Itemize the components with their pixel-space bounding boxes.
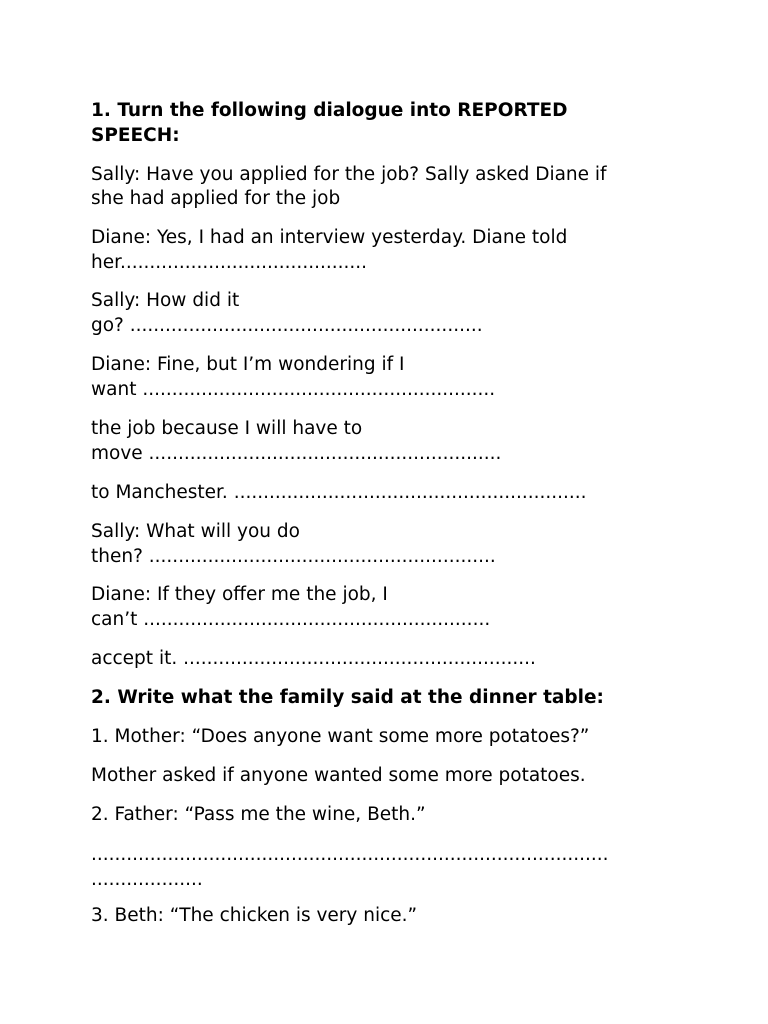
dialogue-line: the job because I will have to [91, 418, 363, 439]
exercise-line: 1. Mother: “Does anyone want some more potatoes?” [91, 726, 590, 747]
section2-heading: 2. Write what the family said at the dinner table: [91, 687, 604, 708]
dialogue-line: she had applied for the job [91, 188, 341, 209]
answer-blank-line: move ............................................................ [91, 443, 502, 464]
dialogue-line: Diane: If they offer me the job, I [91, 584, 388, 605]
dialogue-line: Diane: Fine, but I’m wondering if I [91, 354, 405, 375]
exercise-line: 3. Beth: “The chicken is very nice.” [91, 905, 418, 926]
exercise-line: Mother asked if anyone wanted some more potatoes. [91, 765, 586, 786]
answer-blank-line: ........................................................................................ [91, 844, 609, 865]
section1-heading-line2: SPEECH: [91, 125, 180, 146]
section1-heading-line1: 1. Turn the following dialogue into REPORTED [91, 100, 568, 121]
answer-blank-line: can’t ........................................................... [91, 609, 491, 630]
answer-blank-line: want ............................................................ [91, 379, 496, 400]
dialogue-line: Sally: How did it [91, 290, 240, 311]
dialogue-line: Sally: What will you do [91, 521, 300, 542]
dialogue-line: Sally: Have you applied for the job? Sally asked Diane if [91, 164, 607, 185]
answer-blank-line: ................... [91, 869, 203, 890]
exercise-line: 2. Father: “Pass me the wine, Beth.” [91, 804, 426, 825]
answer-blank-line: to Manchester. ............................................................ [91, 482, 587, 503]
dialogue-line: Diane: Yes, I had an interview yesterday. Diane told [91, 227, 568, 248]
answer-blank-line: her.......................................... [91, 252, 368, 273]
answer-blank-line: accept it. ............................................................ [91, 648, 536, 669]
answer-blank-line: then? ........................................................... [91, 546, 496, 567]
answer-blank-line: go? ............................................................ [91, 315, 483, 336]
